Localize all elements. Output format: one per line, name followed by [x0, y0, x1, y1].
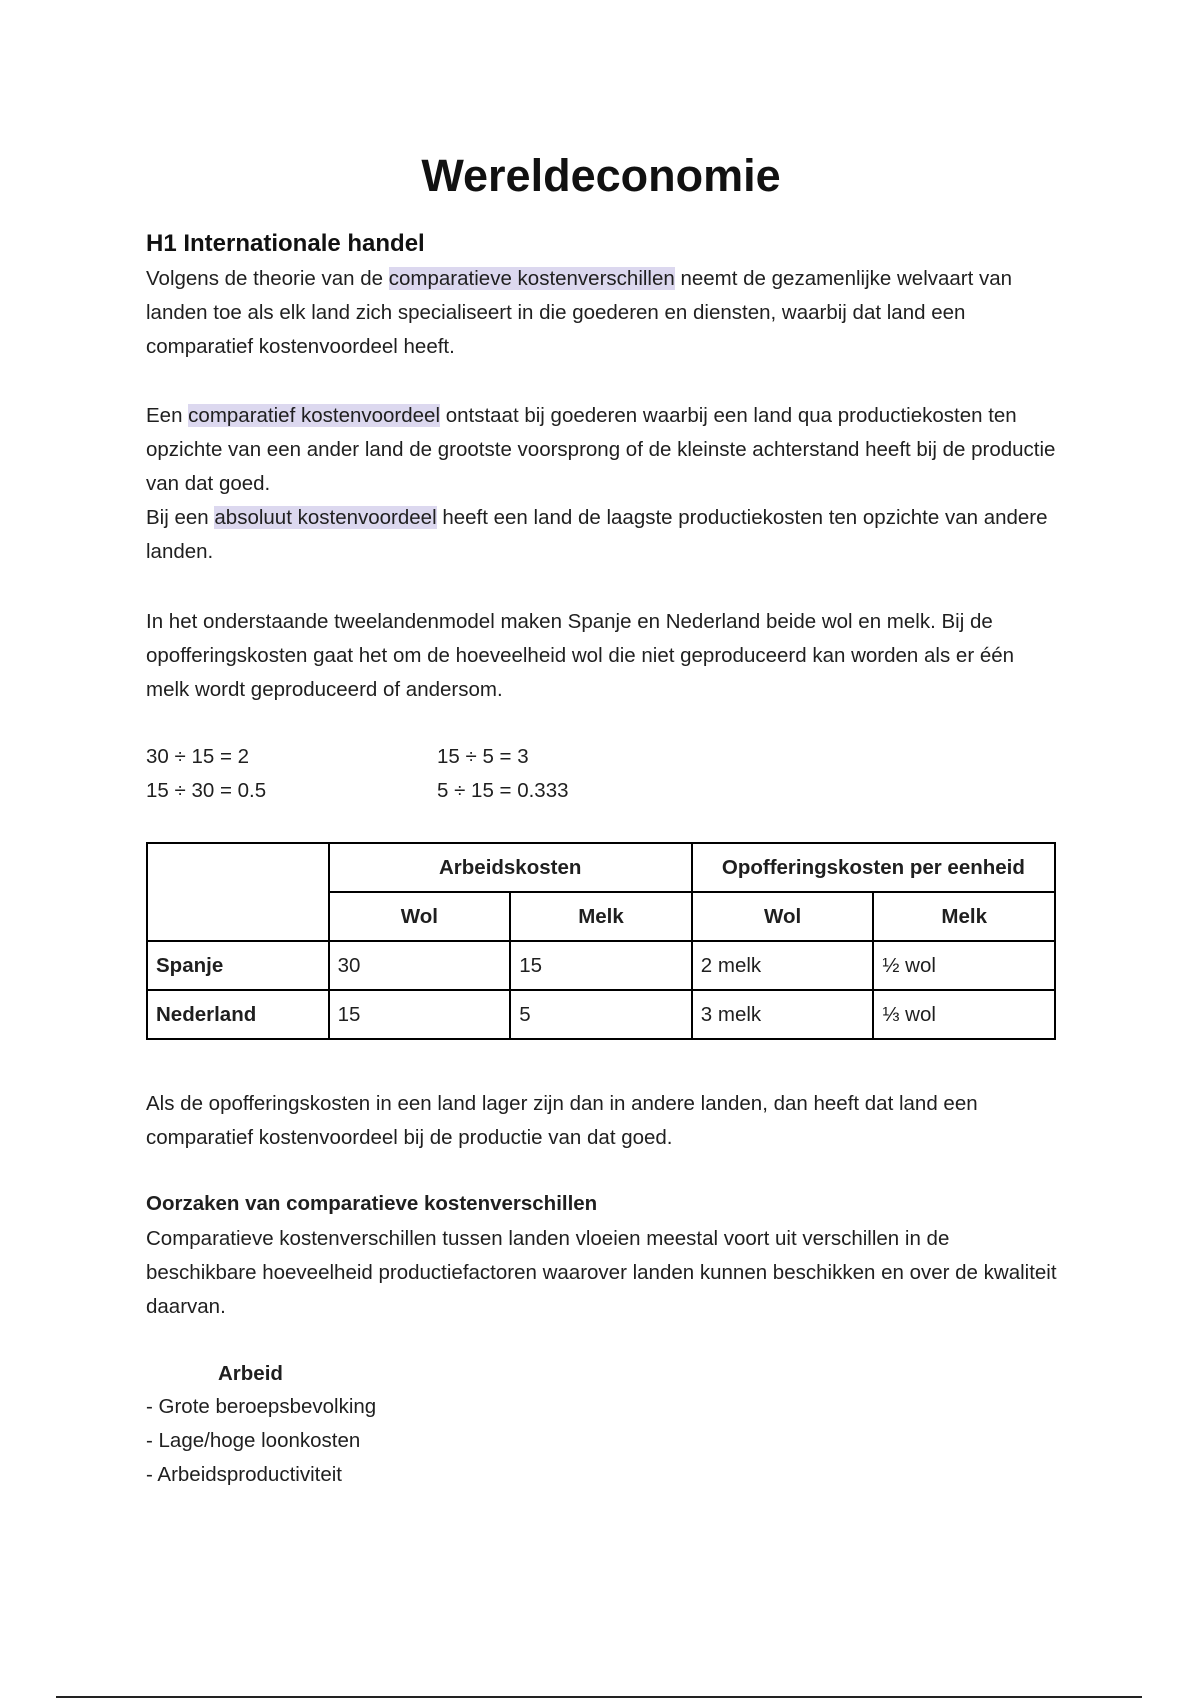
paragraph-text: Bij een: [146, 506, 215, 529]
cost-table: [146, 842, 1056, 1040]
table-cell: 15: [510, 941, 692, 990]
table-cell: ½ wol: [873, 941, 1055, 990]
calculation: 30 ÷ 15 = 2: [146, 745, 250, 768]
table-column-header: Wol: [329, 892, 511, 941]
table-cell: 2 melk: [692, 941, 874, 990]
highlighted-term: absoluut kostenvoordeel: [214, 506, 437, 529]
table-group-header: Arbeidskosten: [329, 843, 692, 892]
list-item: - Grote beroepsbevolking: [146, 1395, 377, 1418]
table-corner-cell: [147, 843, 329, 941]
table-cell: 3 melk: [692, 990, 874, 1039]
list-item: - Lage/hoge loonkosten: [146, 1429, 361, 1452]
table-group-header: Opofferingskosten per eenheid: [692, 843, 1055, 892]
calculation: 5 ÷ 15 = 0.333: [437, 779, 569, 802]
paragraph-causes: Comparatieve kostenverschillen tussen landen vloeien meestal voort uit verschillen in de beschikbare hoeveelheid productiefactoren waarover landen kunnen beschikken en over de kwaliteit daarvan.: [146, 1227, 1057, 1318]
table-row-header: Nederland: [147, 990, 329, 1039]
highlighted-term: comparatief kostenvoordeel: [188, 404, 441, 427]
calculation: 15 ÷ 30 = 0.5: [146, 779, 267, 802]
paragraph-text: ontstaat bij goederen waarbij een land qua productiekosten ten opzichte van een ander land de grootste voorsprong of de kleinste achterstand heeft bij de productie van dat goed.: [146, 404, 1056, 495]
table-column-header: Wol: [692, 892, 874, 941]
paragraph-comparative-advantage: [146, 399, 1061, 569]
arbeid-heading: Arbeid: [218, 1362, 283, 1385]
table-cell: 30: [329, 941, 511, 990]
table-row: [147, 941, 1055, 990]
paragraph-text: neemt de gezamenlijke welvaart van landen toe als elk land zich specialiseert in die goederen en diensten, waarbij dat land een comparatief kostenvoordeel heeft.: [146, 267, 1013, 358]
chapter-heading: H1 Internationale handel: [146, 230, 425, 257]
paragraph-theory: [146, 262, 1061, 364]
list-item: - Arbeidsproductiviteit: [146, 1463, 342, 1486]
table-row: [147, 990, 1055, 1039]
table-column-header: Melk: [873, 892, 1055, 941]
paragraph-text: Volgens de theorie van de: [146, 267, 389, 290]
table-cell: 5: [510, 990, 692, 1039]
table-cell: 15: [329, 990, 511, 1039]
page-bottom-divider: [56, 1696, 1142, 1698]
table-row-header: Spanje: [147, 941, 329, 990]
paragraph-text: Een: [146, 404, 189, 427]
section-heading: Oorzaken van comparatieve kostenverschillen: [146, 1192, 598, 1215]
table-column-header: Melk: [510, 892, 692, 941]
paragraph-text: heeft een land de laagste productiekosten ten opzichte van andere landen.: [146, 506, 1048, 563]
paragraph-two-country-model: In het onderstaande tweelandenmodel maken Spanje en Nederland beide wol en melk. Bij de opofferingskosten gaat het om de hoeveelheid wol die niet geproduceerd kan worden als er één melk wordt geproduceerd of andersom.: [146, 610, 1015, 701]
paragraph-opportunity-costs: Als de opofferingskosten in een land lager zijn dan in andere landen, dan heeft dat land een comparatief kostenvoordeel bij de productie van dat goed.: [146, 1092, 978, 1149]
document-title: Wereldeconomie: [421, 150, 781, 201]
highlighted-term: comparatieve kostenverschillen: [388, 267, 675, 290]
table-cell: ⅓ wol: [873, 990, 1055, 1039]
calculation: 15 ÷ 5 = 3: [437, 745, 529, 768]
